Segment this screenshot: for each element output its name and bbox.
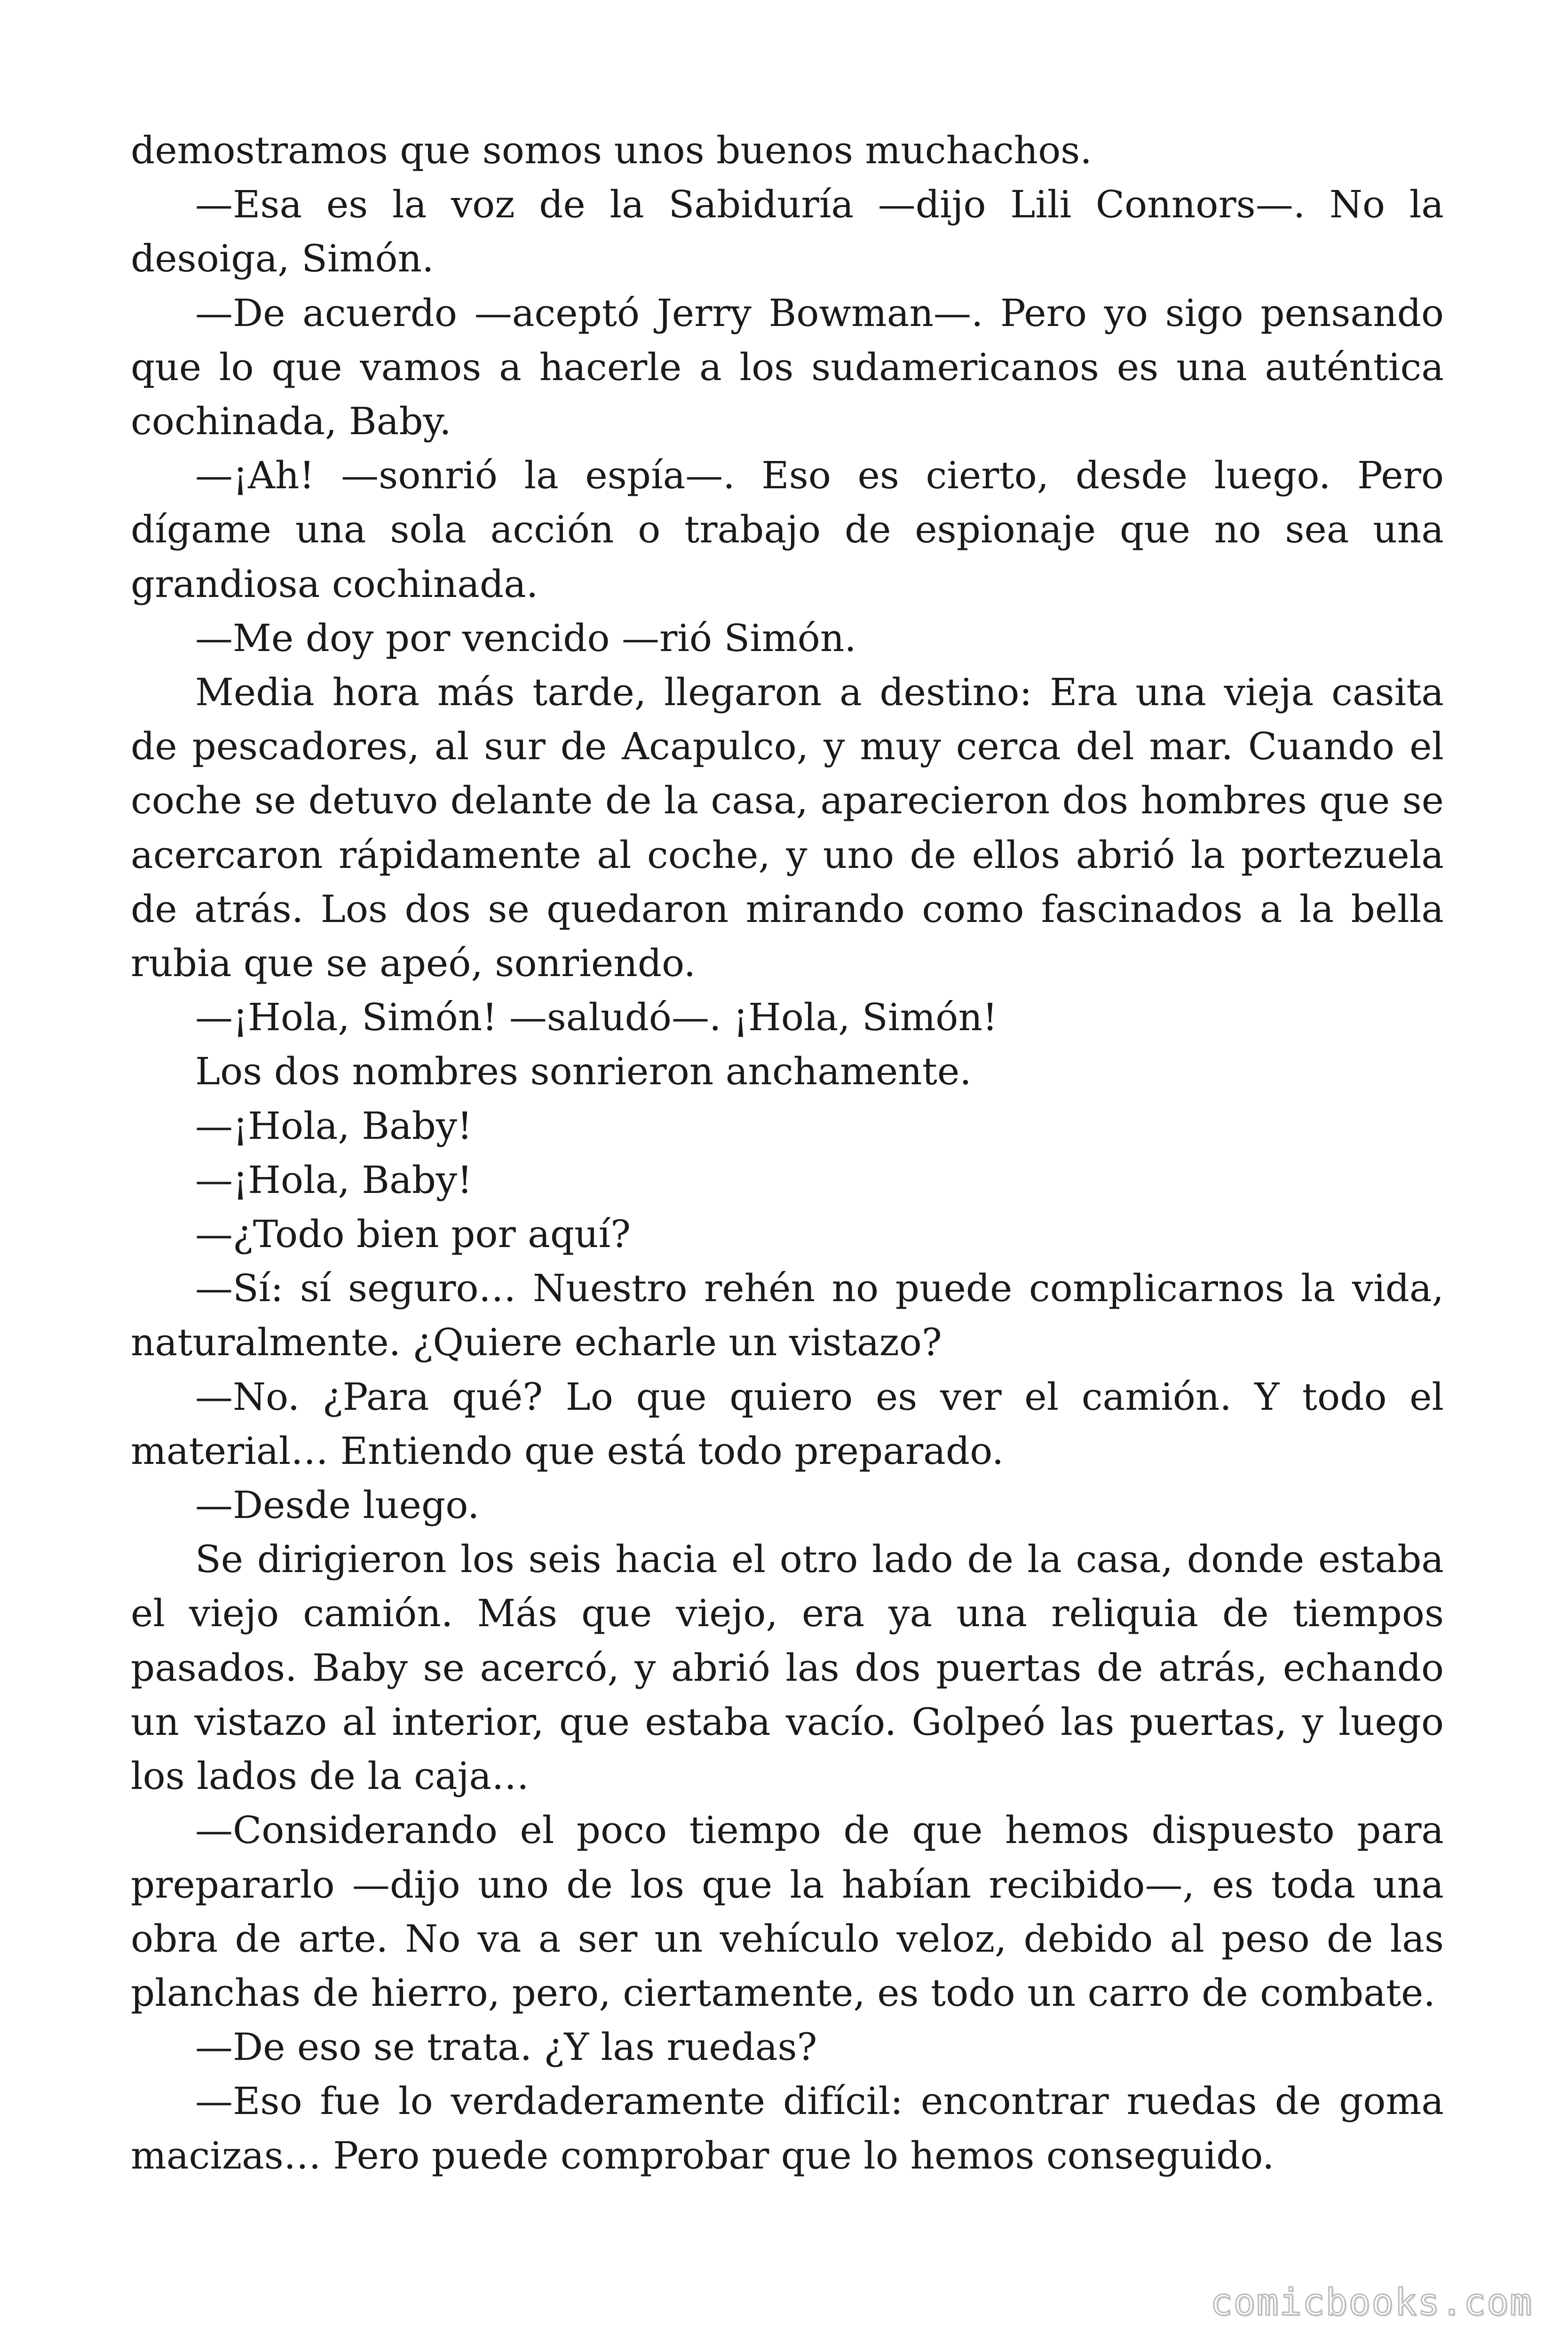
paragraph-8: Los dos nombres sonrieron anchamente. [195, 1049, 972, 1094]
paragraph-4: —¡Ah! —sonrió la espía—. Eso es cierto, desde luego. Pero dígame una sola acción o trabajo de espionaje que no sea una grandiosa cochinada. [131, 453, 1444, 606]
paragraph-3: —De acuerdo —aceptó Jerry Bowman—. Pero yo sigo pensando que lo que vamos a hacerle a los sudamericanos es una auténtica cochinada, Baby. [131, 291, 1444, 444]
paragraph-11: —¿Todo bien por aquí? [195, 1212, 631, 1256]
paragraph-14: —Desde luego. [195, 1483, 480, 1527]
paragraph-9: —¡Hola, Baby! [195, 1104, 473, 1148]
paragraph-2: —Esa es la voz de la Sabiduría —dijo Lili Connors—. No la desoiga, Simón. [131, 183, 1444, 281]
paragraph-12: —Sí: sí seguro… Nuestro rehén no puede complicarnos la vida, naturalmente. ¿Quiere echarle un vistazo? [131, 1266, 1444, 1365]
watermark: comicbooks.com [1210, 2281, 1533, 2324]
paragraph-6: Media hora más tarde, llegaron a destino: Era una vieja casita de pescadores, al sur de Acapulco, y muy cerca del mar. Cuando el coche se detuvo delante de la casa, aparecieron dos hombres que se acercaron rápidamente al coche, y uno de ellos abrió la portezuela de atrás. Los dos se quedaron mirando como fascinados a la bella rubia que se apeó, sonriendo. [131, 670, 1444, 985]
paragraph-18: —Eso fue lo verdaderamente difícil: encontrar ruedas de goma macizas… Pero puede comprobar que lo hemos conseguido. [131, 2079, 1444, 2177]
paragraph-17: —De eso se trata. ¿Y las ruedas? [195, 2025, 817, 2069]
paragraph-1: demostramos que somos unos buenos muchachos. [131, 128, 1092, 172]
paragraph-7: —¡Hola, Simón! —saludó—. ¡Hola, Simón! [195, 995, 998, 1040]
paragraph-13: —No. ¿Para qué? Lo que quiero es ver el camión. Y todo el material… Entiendo que está todo preparado. [131, 1375, 1444, 1473]
paragraph-16: —Considerando el poco tiempo de que hemos dispuesto para prepararlo —dijo uno de los que la habían recibido—, es toda una obra de arte. No va a ser un vehículo veloz, debido al peso de las planchas de hierro, pero, ciertamente, es todo un carro de combate. [131, 1808, 1444, 2015]
paragraph-5: —Me doy por vencido —rió Simón. [195, 616, 856, 660]
page-body [131, 123, 1444, 2217]
paragraph-15: Se dirigieron los seis hacia el otro lado de la casa, donde estaba el viejo camión. Más que viejo, era ya una reliquia de tiempos pasados. Baby se acercó, y abrió las dos puertas de atrás, echando un vistazo al interior, que estaba vacío. Golpeó las puertas, y luego los lados de la caja… [131, 1537, 1444, 1798]
paragraph-10: —¡Hola, Baby! [195, 1158, 473, 1202]
